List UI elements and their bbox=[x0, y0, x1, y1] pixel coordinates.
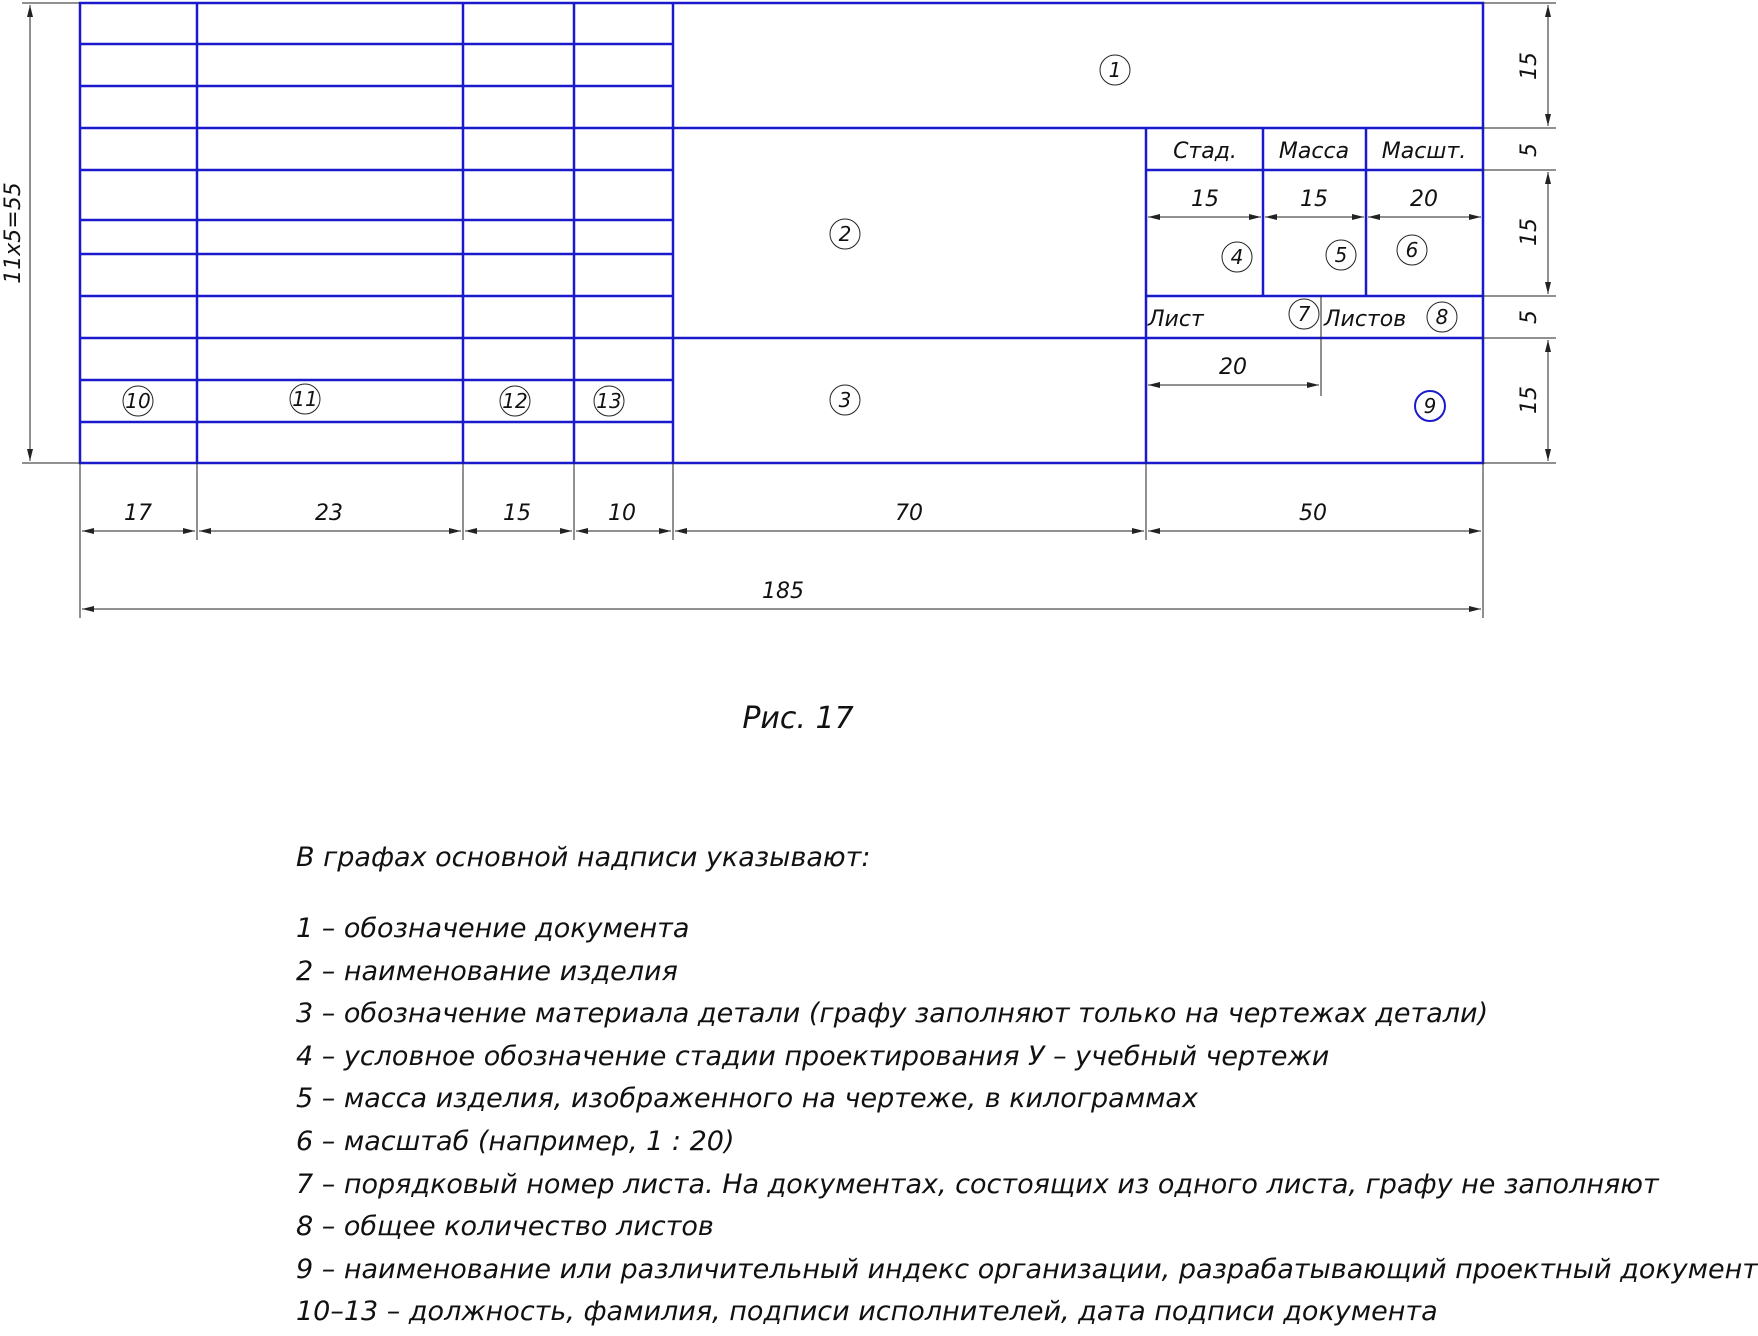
header-mass: Масса bbox=[1278, 139, 1350, 164]
svg-text:5: 5 bbox=[1334, 243, 1348, 267]
marker-3 bbox=[830, 385, 860, 415]
dim-scale: 20 bbox=[1410, 187, 1438, 212]
svg-text:10: 10 bbox=[125, 389, 151, 413]
svg-text:2: 2 bbox=[838, 222, 852, 246]
note-item-10: 10–13 – должность, фамилия, подписи исполнителей, дата подписи документа bbox=[296, 1296, 1438, 1328]
marker-9 bbox=[1415, 391, 1445, 421]
note-item-1: 1 – обозначение документа bbox=[296, 913, 690, 944]
svg-text:1: 1 bbox=[1108, 58, 1122, 82]
dim-right-3: 15 bbox=[1517, 218, 1542, 246]
marker-7 bbox=[1289, 299, 1319, 329]
dim-col-3: 15 bbox=[503, 501, 531, 526]
header-sheets: Листов bbox=[1324, 307, 1407, 332]
note-item-3: 3 – обозначение материала детали (графу заполняют только на чертежах детали) bbox=[296, 998, 1489, 1030]
notes-section bbox=[296, 838, 1758, 1334]
marker-5 bbox=[1326, 240, 1356, 270]
svg-text:8: 8 bbox=[1435, 305, 1449, 329]
figure-caption: Рис. 17 bbox=[742, 701, 854, 736]
dim-col-1: 17 bbox=[124, 501, 152, 526]
svg-text:4: 4 bbox=[1230, 245, 1244, 269]
svg-text:9: 9 bbox=[1423, 394, 1437, 418]
marker-13 bbox=[594, 386, 624, 416]
dim-right-4: 5 bbox=[1517, 310, 1542, 324]
svg-text:12: 12 bbox=[502, 389, 528, 413]
marker-12 bbox=[500, 386, 530, 416]
note-item-2: 2 – наименование изделия bbox=[296, 955, 678, 987]
dim-right-5: 15 bbox=[1517, 386, 1542, 414]
marker-11 bbox=[290, 384, 320, 414]
svg-text:11: 11 bbox=[292, 387, 318, 411]
dim-col-6: 50 bbox=[1299, 501, 1327, 526]
dimension-labels bbox=[1, 52, 1542, 604]
note-item-7: 7 – порядковый номер листа. На документах, состоящих из одного листа, графу не заполняют bbox=[296, 1168, 1659, 1200]
marker-6 bbox=[1397, 235, 1427, 265]
dim-sheet: 20 bbox=[1219, 355, 1247, 380]
dim-right-2: 5 bbox=[1517, 143, 1542, 157]
marker-4 bbox=[1222, 242, 1252, 272]
note-item-4: 4 – условное обозначение стадии проектирования У – учебный чертежи bbox=[296, 1040, 1330, 1072]
dim-total-height: 11x5=55 bbox=[1, 182, 26, 284]
header-sheet: Лист bbox=[1148, 307, 1204, 332]
notes-intro: В графах основной надписи указывают: bbox=[296, 842, 871, 873]
marker-10 bbox=[123, 386, 153, 416]
dim-mass: 15 bbox=[1300, 187, 1328, 212]
svg-text:3: 3 bbox=[838, 388, 852, 412]
svg-text:13: 13 bbox=[596, 389, 622, 413]
svg-text:7: 7 bbox=[1297, 302, 1311, 326]
header-scale: Масшт. bbox=[1381, 139, 1467, 164]
dim-col-5: 70 bbox=[895, 501, 923, 526]
dim-stage: 15 bbox=[1191, 187, 1219, 212]
dim-total-width: 185 bbox=[762, 579, 804, 604]
note-item-8: 8 – общее количество листов bbox=[296, 1211, 714, 1243]
note-item-9: 9 – наименование или различительный индекс организации, разрабатывающий проектный документ bbox=[296, 1253, 1758, 1285]
field-markers bbox=[123, 55, 1457, 421]
dim-col-2: 23 bbox=[315, 501, 343, 526]
dim-right-1: 15 bbox=[1517, 52, 1542, 80]
dim-col-4: 10 bbox=[608, 501, 636, 526]
note-item-5: 5 – масса изделия, изображенного на чертеже, в килограммах bbox=[296, 1083, 1198, 1115]
marker-8 bbox=[1427, 302, 1457, 332]
header-stage: Стад. bbox=[1173, 139, 1237, 164]
marker-1 bbox=[1100, 55, 1130, 85]
svg-text:6: 6 bbox=[1405, 238, 1419, 262]
note-item-6: 6 – масштаб (например, 1 : 20) bbox=[296, 1125, 735, 1157]
marker-2 bbox=[830, 219, 860, 249]
